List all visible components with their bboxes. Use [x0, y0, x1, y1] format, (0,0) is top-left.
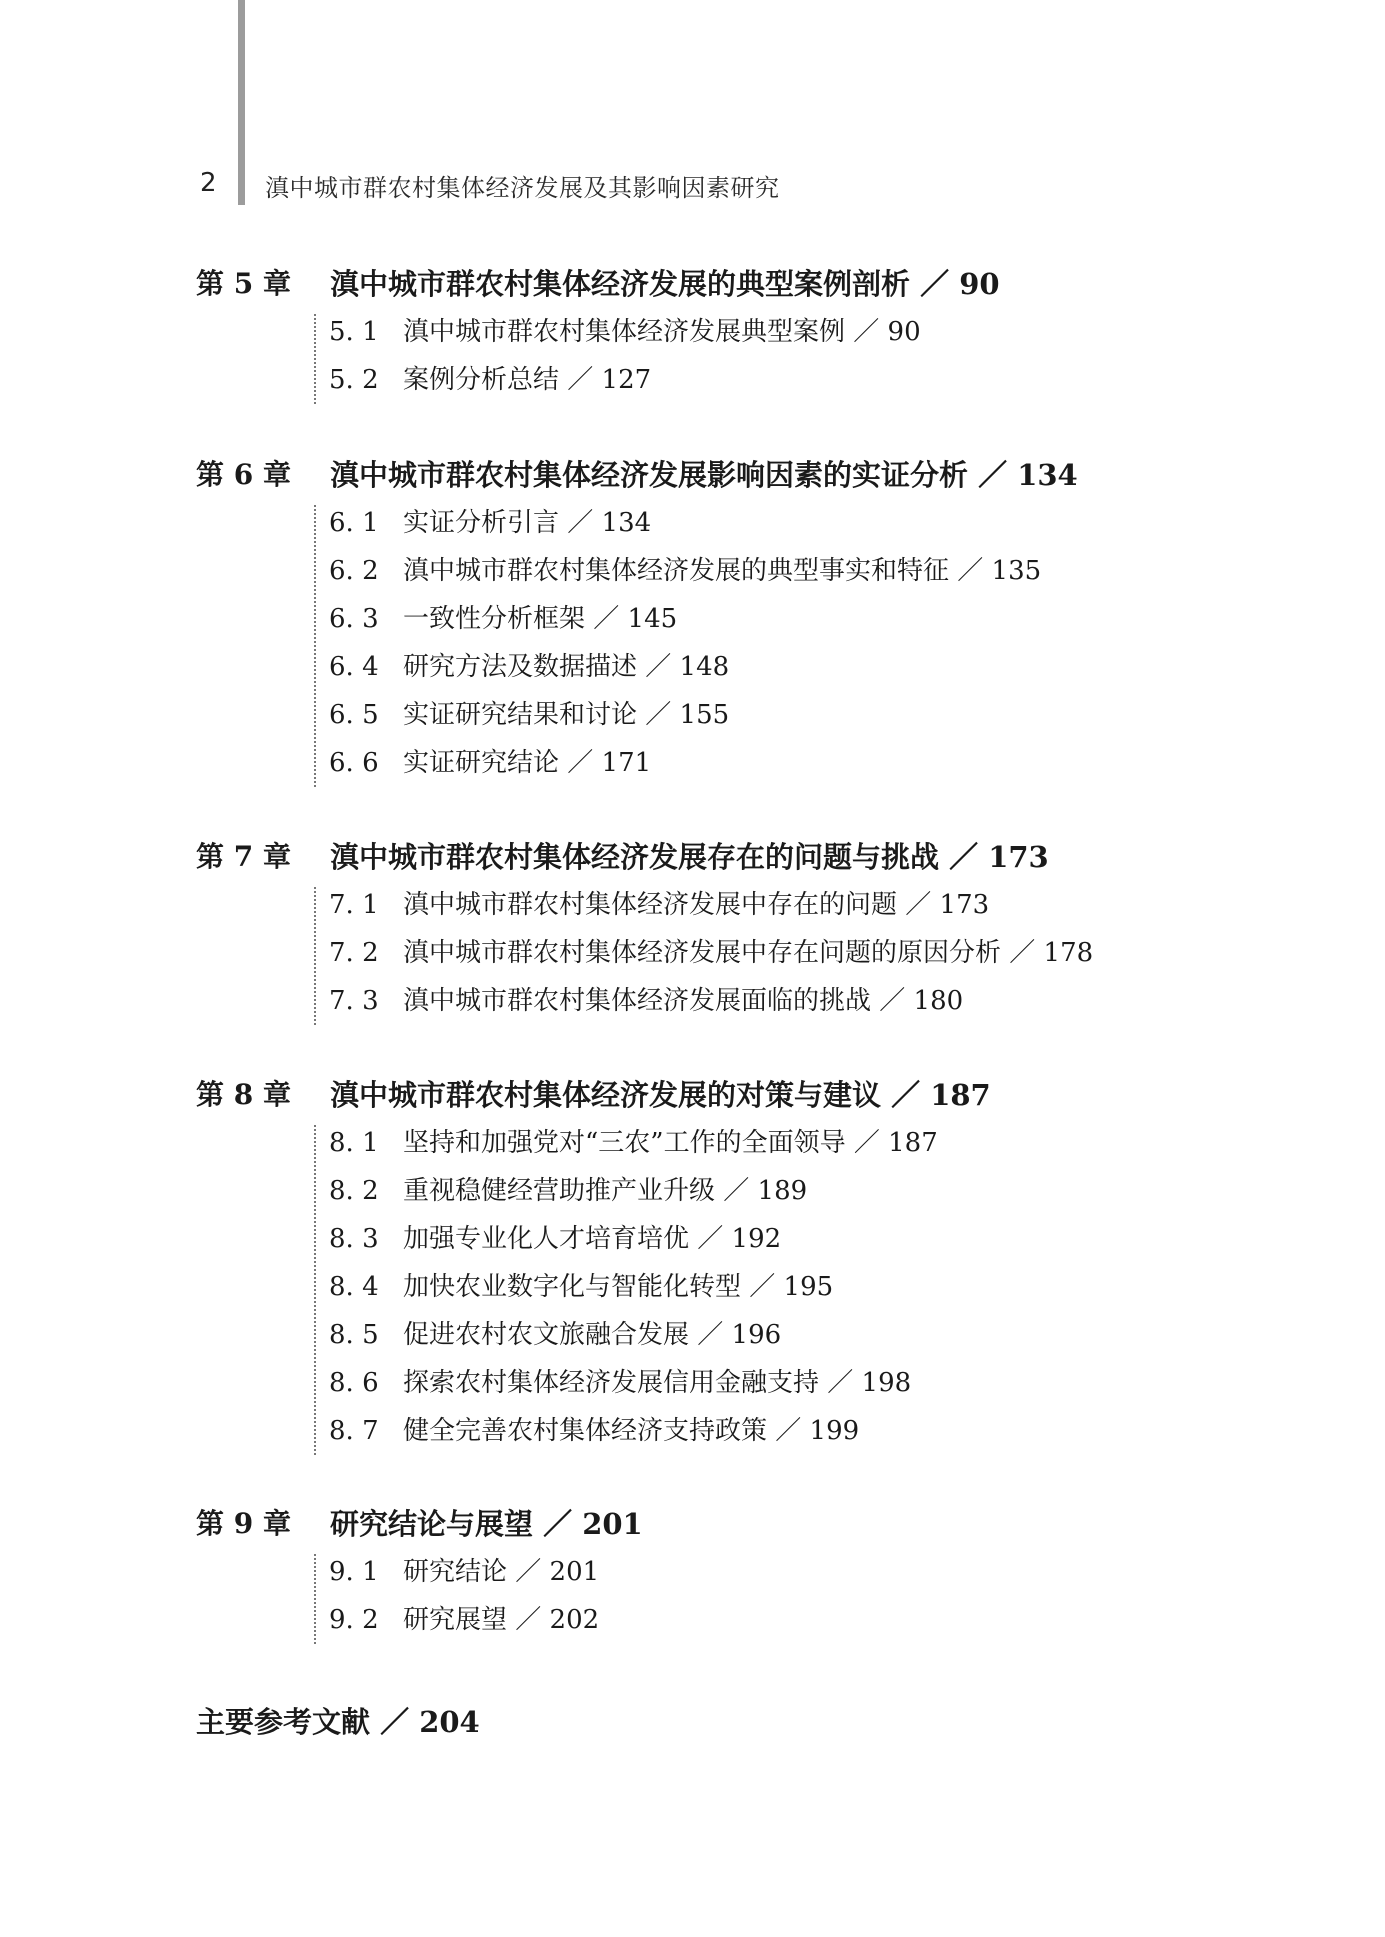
section-number: 8. 3	[329, 1224, 379, 1254]
section-title: 滇中城市群农村集体经济发展的典型事实和特征 ／ 135	[403, 556, 1042, 586]
section-number: 6. 6	[329, 748, 379, 778]
dotted-guide	[314, 1125, 316, 1455]
section-number: 8. 4	[329, 1272, 379, 1302]
section-title: 探索农村集体经济发展信用金融支持 ／ 198	[403, 1368, 912, 1398]
section-number: 5. 2	[329, 365, 379, 395]
header-side-bar	[238, 0, 245, 205]
references-link[interactable]: 主要参考文献 ／ 204	[196, 1705, 480, 1739]
section-title: 加强专业化人才培育培优 ／ 192	[403, 1224, 782, 1254]
section-title: 滇中城市群农村集体经济发展面临的挑战 ／ 180	[403, 986, 964, 1016]
chapter-title-link[interactable]: 研究结论与展望 ／ 201	[330, 1507, 643, 1541]
section-title: 加快农业数字化与智能化转型 ／ 195	[403, 1272, 834, 1302]
section-number: 5. 1	[329, 317, 379, 347]
dotted-guide	[314, 505, 316, 787]
section-title: 研究展望 ／ 202	[403, 1605, 600, 1635]
section-number: 8. 5	[329, 1320, 379, 1350]
chapter-title-link[interactable]: 滇中城市群农村集体经济发展的典型案例剖析 ／ 90	[330, 267, 1000, 301]
section-number: 7. 2	[329, 938, 379, 968]
section-title: 坚持和加强党对“三农”工作的全面领导 ／ 187	[403, 1128, 938, 1158]
dotted-guide	[314, 1554, 316, 1644]
section-title: 研究结论 ／ 201	[403, 1557, 600, 1587]
section-number: 8. 1	[329, 1128, 379, 1158]
chapter-label: 第 8 章	[196, 1078, 291, 1111]
chapter-label: 第 5 章	[196, 267, 291, 300]
section-number: 9. 1	[329, 1557, 379, 1587]
section-title: 滇中城市群农村集体经济发展中存在的问题 ／ 173	[403, 890, 990, 920]
section-number: 8. 2	[329, 1176, 379, 1206]
section-number: 8. 7	[329, 1416, 379, 1446]
running-title: 滇中城市群农村集体经济发展及其影响因素研究	[265, 174, 780, 202]
section-title: 促进农村农文旅融合发展 ／ 196	[403, 1320, 782, 1350]
section-number: 6. 3	[329, 604, 379, 634]
section-number: 7. 3	[329, 986, 379, 1016]
section-title: 研究方法及数据描述 ／ 148	[403, 652, 730, 682]
chapter-label: 第 9 章	[196, 1507, 291, 1540]
chapter-label: 第 6 章	[196, 458, 291, 491]
section-number: 6. 5	[329, 700, 379, 730]
chapter-title-link[interactable]: 滇中城市群农村集体经济发展的对策与建议 ／ 187	[330, 1078, 991, 1112]
section-title: 健全完善农村集体经济支持政策 ／ 199	[403, 1416, 860, 1446]
section-title: 重视稳健经营助推产业升级 ／ 189	[403, 1176, 808, 1206]
section-title: 一致性分析框架 ／ 145	[403, 604, 678, 634]
section-title: 实证研究结果和讨论 ／ 155	[403, 700, 730, 730]
section-title: 实证研究结论 ／ 171	[403, 748, 652, 778]
section-number: 8. 6	[329, 1368, 379, 1398]
chapter-label: 第 7 章	[196, 840, 291, 873]
chapter-title-link[interactable]: 滇中城市群农村集体经济发展影响因素的实证分析 ／ 134	[330, 458, 1078, 492]
section-number: 7. 1	[329, 890, 379, 920]
section-title: 滇中城市群农村集体经济发展典型案例 ／ 90	[403, 317, 921, 347]
section-title: 案例分析总结 ／ 127	[403, 365, 652, 395]
dotted-guide	[314, 887, 316, 1025]
section-title: 实证分析引言 ／ 134	[403, 508, 652, 538]
section-number: 6. 4	[329, 652, 379, 682]
section-number: 9. 2	[329, 1605, 379, 1635]
dotted-guide	[314, 314, 316, 404]
section-number: 6. 2	[329, 556, 379, 586]
chapter-title-link[interactable]: 滇中城市群农村集体经济发展存在的问题与挑战 ／ 173	[330, 840, 1049, 874]
section-number: 6. 1	[329, 508, 379, 538]
page-number: 2	[200, 168, 217, 198]
section-title: 滇中城市群农村集体经济发展中存在问题的原因分析 ／ 178	[403, 938, 1094, 968]
